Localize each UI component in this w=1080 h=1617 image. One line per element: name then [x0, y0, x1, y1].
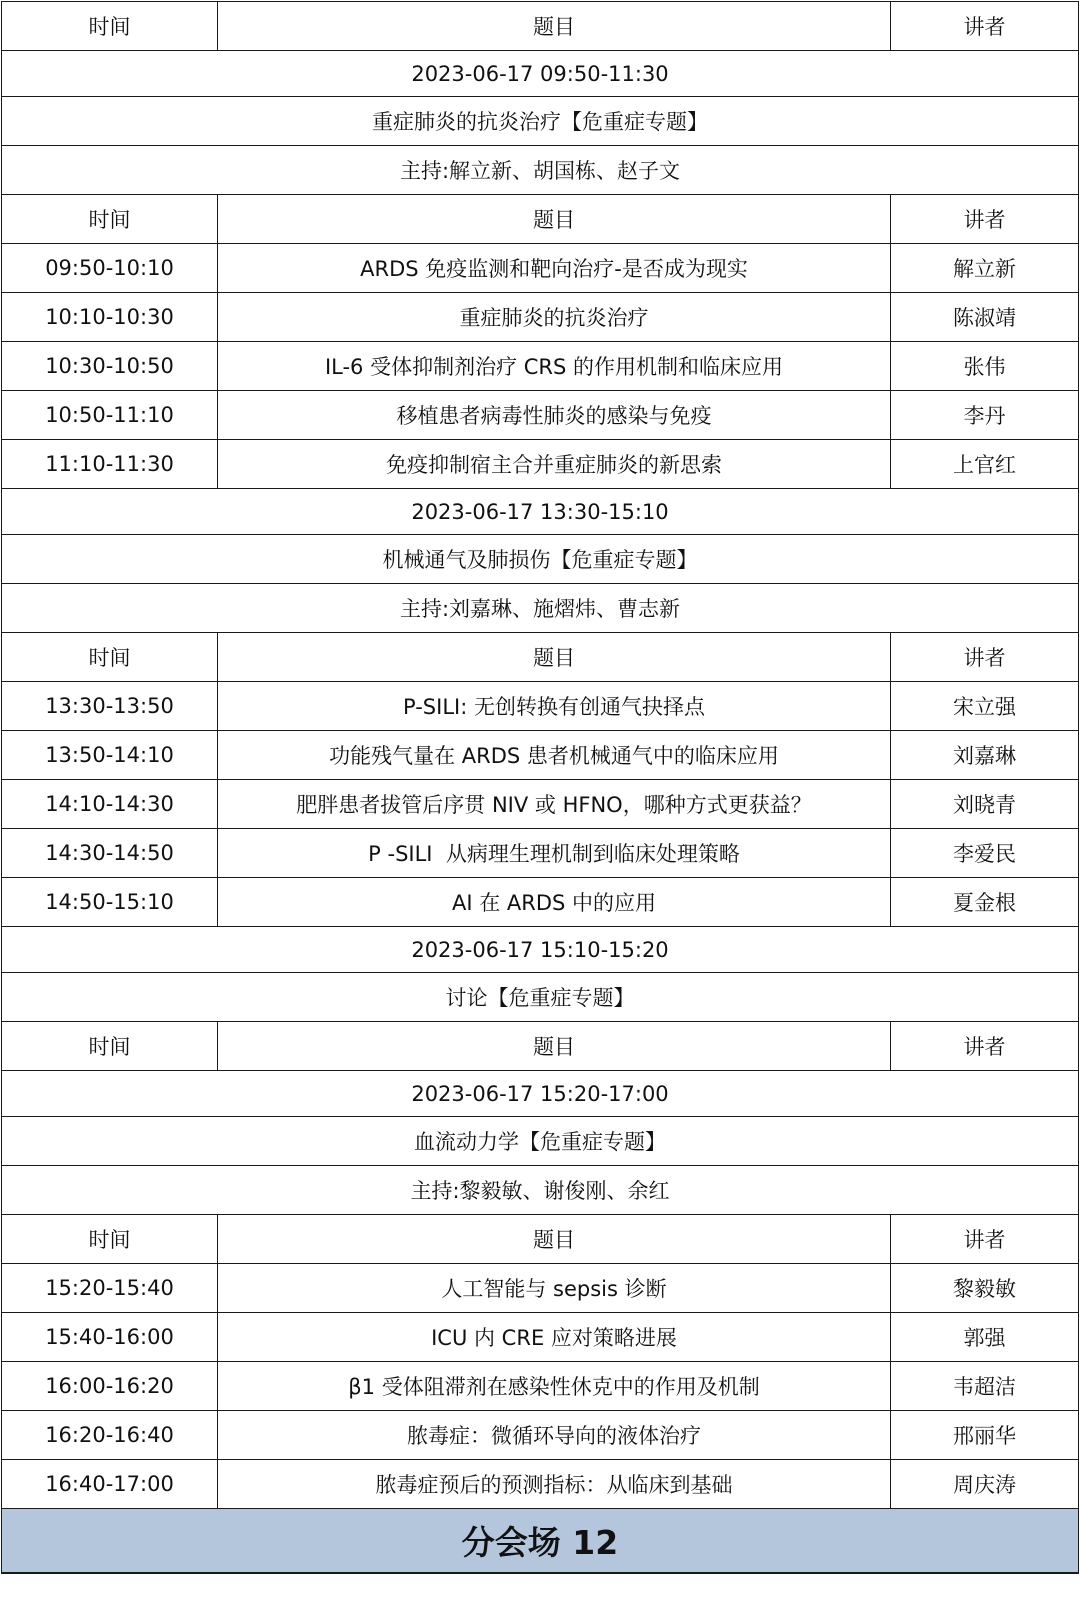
talk-speaker: 解立新 — [891, 244, 1079, 293]
talk-time: 16:20-16:40 — [2, 1411, 218, 1460]
talk-time: 10:10-10:30 — [2, 293, 218, 342]
session-datetime-row — [2, 489, 1079, 535]
header-time: 时间 — [2, 1022, 218, 1071]
talk-topic: 脓毒症预后的预测指标：从临床到基础 — [218, 1460, 891, 1509]
talk-time: 09:50-10:10 — [2, 244, 218, 293]
header-speaker: 讲者 — [891, 633, 1079, 682]
talk-speaker: 韦超洁 — [891, 1362, 1079, 1411]
schedule-table — [1, 1, 1079, 1574]
header-row — [2, 195, 1079, 244]
session-datetime-row — [2, 51, 1079, 97]
header-row — [2, 633, 1079, 682]
talk-speaker: 李爱民 — [891, 829, 1079, 878]
session-title: 血流动力学【危重症专题】 — [2, 1117, 1079, 1166]
talk-speaker: 邢丽华 — [891, 1411, 1079, 1460]
talk-row — [2, 244, 1079, 293]
talk-topic: 人工智能与 sepsis 诊断 — [218, 1264, 891, 1313]
session-chairs: 主持:黎毅敏、谢俊刚、余红 — [2, 1166, 1079, 1215]
header-topic: 题目 — [218, 2, 891, 51]
talk-time: 13:30-13:50 — [2, 682, 218, 731]
talk-topic: ARDS 免疫监测和靶向治疗-是否成为现实 — [218, 244, 891, 293]
talk-time: 16:40-17:00 — [2, 1460, 218, 1509]
talk-speaker: 夏金根 — [891, 878, 1079, 927]
session-datetime: 2023-06-17 09:50-11:30 — [2, 51, 1079, 97]
talk-row — [2, 391, 1079, 440]
talk-row — [2, 1313, 1079, 1362]
talk-speaker: 刘嘉琳 — [891, 731, 1079, 780]
talk-row — [2, 1362, 1079, 1411]
session-chairs: 主持:刘嘉琳、施熠炜、曹志新 — [2, 584, 1079, 633]
session-chairs-row — [2, 584, 1079, 633]
talk-topic: IL-6 受体抑制剂治疗 CRS 的作用机制和临床应用 — [218, 342, 891, 391]
header-topic: 题目 — [218, 1022, 891, 1071]
session-title: 重症肺炎的抗炎治疗【危重症专题】 — [2, 97, 1079, 146]
talk-speaker: 郭强 — [891, 1313, 1079, 1362]
talk-topic: 免疫抑制宿主合并重症肺炎的新思索 — [218, 440, 891, 489]
session-chairs-row — [2, 1166, 1079, 1215]
talk-row — [2, 780, 1079, 829]
talk-row — [2, 1460, 1079, 1509]
talk-speaker: 宋立强 — [891, 682, 1079, 731]
session-title: 讨论【危重症专题】 — [2, 973, 1079, 1022]
talk-time: 16:00-16:20 — [2, 1362, 218, 1411]
session-title: 机械通气及肺损伤【危重症专题】 — [2, 535, 1079, 584]
talk-row — [2, 682, 1079, 731]
talk-row — [2, 731, 1079, 780]
header-speaker: 讲者 — [891, 2, 1079, 51]
talk-time: 14:50-15:10 — [2, 878, 218, 927]
header-row — [2, 1215, 1079, 1264]
header-time: 时间 — [2, 195, 218, 244]
venue-banner-row — [2, 1509, 1079, 1574]
talk-row — [2, 1264, 1079, 1313]
talk-speaker: 刘晓青 — [891, 780, 1079, 829]
header-time: 时间 — [2, 2, 218, 51]
talk-topic: 重症肺炎的抗炎治疗 — [218, 293, 891, 342]
talk-row — [2, 1411, 1079, 1460]
talk-time: 14:30-14:50 — [2, 829, 218, 878]
header-speaker: 讲者 — [891, 1215, 1079, 1264]
talk-row — [2, 878, 1079, 927]
session-chairs-row — [2, 146, 1079, 195]
talk-row — [2, 342, 1079, 391]
talk-topic: P -SILI 从病理生理机制到临床处理策略 — [218, 829, 891, 878]
talk-row — [2, 293, 1079, 342]
talk-topic: 移植患者病毒性肺炎的感染与免疫 — [218, 391, 891, 440]
talk-speaker: 张伟 — [891, 342, 1079, 391]
header-topic: 题目 — [218, 195, 891, 244]
header-row — [2, 1022, 1079, 1071]
talk-topic: 脓毒症：微循环导向的液体治疗 — [218, 1411, 891, 1460]
header-speaker: 讲者 — [891, 195, 1079, 244]
talk-speaker: 陈淑靖 — [891, 293, 1079, 342]
header-time: 时间 — [2, 633, 218, 682]
talk-time: 10:50-11:10 — [2, 391, 218, 440]
talk-time: 14:10-14:30 — [2, 780, 218, 829]
session-title-row — [2, 97, 1079, 146]
talk-row — [2, 829, 1079, 878]
session-title-row — [2, 1117, 1079, 1166]
talk-time: 11:10-11:30 — [2, 440, 218, 489]
header-topic: 题目 — [218, 633, 891, 682]
header-speaker: 讲者 — [891, 1022, 1079, 1071]
talk-topic: P-SILI: 无创转换有创通气抉择点 — [218, 682, 891, 731]
talk-topic: 功能残气量在 ARDS 患者机械通气中的临床应用 — [218, 731, 891, 780]
talk-time: 13:50-14:10 — [2, 731, 218, 780]
session-datetime-row — [2, 1071, 1079, 1117]
session-chairs: 主持:解立新、胡国栋、赵子文 — [2, 146, 1079, 195]
talk-time: 10:30-10:50 — [2, 342, 218, 391]
venue-banner: 分会场 12 — [2, 1509, 1079, 1574]
session-datetime: 2023-06-17 15:10-15:20 — [2, 927, 1079, 973]
header-time: 时间 — [2, 1215, 218, 1264]
talk-speaker: 周庆涛 — [891, 1460, 1079, 1509]
talk-topic: 肥胖患者拔管后序贯 NIV 或 HFNO，哪种方式更获益？ — [218, 780, 891, 829]
header-row — [2, 2, 1079, 51]
talk-speaker: 李丹 — [891, 391, 1079, 440]
talk-topic: ICU 内 CRE 应对策略进展 — [218, 1313, 891, 1362]
talk-time: 15:20-15:40 — [2, 1264, 218, 1313]
talk-topic: AI 在 ARDS 中的应用 — [218, 878, 891, 927]
talk-topic: β1 受体阻滞剂在感染性休克中的作用及机制 — [218, 1362, 891, 1411]
talk-time: 15:40-16:00 — [2, 1313, 218, 1362]
session-title-row — [2, 973, 1079, 1022]
session-datetime: 2023-06-17 15:20-17:00 — [2, 1071, 1079, 1117]
header-topic: 题目 — [218, 1215, 891, 1264]
talk-speaker: 黎毅敏 — [891, 1264, 1079, 1313]
session-datetime: 2023-06-17 13:30-15:10 — [2, 489, 1079, 535]
talk-row — [2, 440, 1079, 489]
talk-speaker: 上官红 — [891, 440, 1079, 489]
session-datetime-row — [2, 927, 1079, 973]
session-title-row — [2, 535, 1079, 584]
